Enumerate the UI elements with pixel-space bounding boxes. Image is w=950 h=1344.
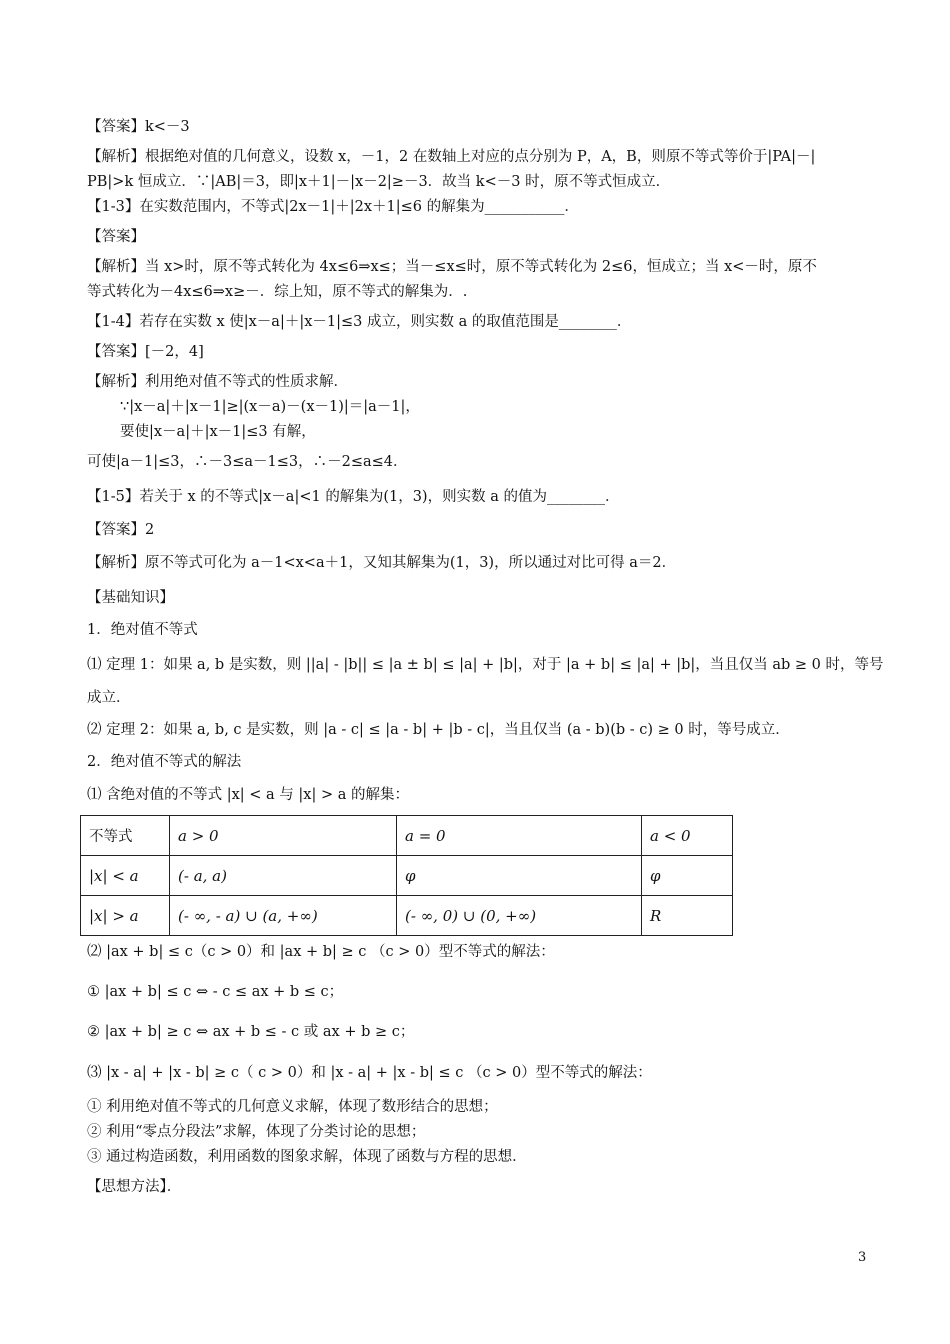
table-cell: (- a, a) <box>170 856 397 896</box>
answer-1-3: 【答案】 <box>87 229 145 245</box>
table-cell: R <box>642 896 733 936</box>
solution-set-table <box>80 815 733 936</box>
section-heading-methods: 【思想方法】． <box>87 1179 182 1195</box>
theorem-2: ⑵ 定理 2：如果 a, b, c 是实数，则 |a - c| ≤ |a - b| + |b - c|，当且仅当 (a - b)(b - c) ≥ 0 时，等号成立． <box>87 722 790 738</box>
answer-1-5: 【答案】2 <box>87 522 155 538</box>
analysis-1-3-line-2: 等式转化为－4x≤6⇒x≥－．综上知，原不等式的解集为．. <box>87 284 468 300</box>
table-cell: φ <box>642 856 733 896</box>
table-header-cell: 不等式 <box>81 816 170 856</box>
table-cell: φ <box>397 856 642 896</box>
method-2: ② 利用“零点分段法”求解，体现了分类讨论的思想； <box>87 1124 426 1140</box>
analysis-1-4-line-4: 可使|a－1|≤3，∴－3≤a－1≤3，∴－2≤a≤4． <box>87 454 408 470</box>
solving-2-case-2: ② |ax + b| ≥ c ⇔ ax + b ≤ - c 或 ax + b ≥ c； <box>87 1024 415 1040</box>
table-header-cell: a > 0 <box>170 816 397 856</box>
table-cell: (- ∞, 0) ∪ (0, +∞) <box>397 896 642 936</box>
section-heading-basics: 【基础知识】 <box>87 590 174 606</box>
question-1-4: 【1-4】若存在实数 x 使|x－a|＋|x－1|≤3 成立，则实数 a 的取值范围是________． <box>87 314 632 330</box>
solving-2-case-1: ① |ax + b| ≤ c ⇔ - c ≤ ax + b ≤ c； <box>87 984 344 1000</box>
theorem-1: ⑴ 定理 1：如果 a, b 是实数，则 ||a| - |b|| ≤ |a ± b| ≤ |a| + |b|，对于 |a + b| ≤ |a| + |b|，当且仅当 ab ≥ 0 时，等号 <box>87 657 884 673</box>
analysis-1-5: 【解析】原不等式可化为 a－1<x<a＋1，又知其解集为(1，3)，所以通过对比可得 a＝2． <box>87 555 677 571</box>
analysis-1-4-line-2: ∵|x－a|＋|x－1|≥|(x－a)－(x－1)|＝|a－1|， <box>120 399 420 415</box>
table-header-row <box>81 816 733 856</box>
analysis-1-4-line-3: 要使|x－a|＋|x－1|≤3 有解， <box>120 424 316 440</box>
subheading-abs-inequality: 1．绝对值不等式 <box>87 622 198 638</box>
table-cell: |x| < a <box>81 856 170 896</box>
table-cell: (- ∞, - a) ∪ (a, +∞) <box>170 896 397 936</box>
table-cell: |x| > a <box>81 896 170 936</box>
table-header-cell: a < 0 <box>642 816 733 856</box>
theorem-1-cont: 成立． <box>87 690 131 706</box>
solving-item-2: ⑵ |ax + b| ≤ c（c > 0）和 |ax + b| ≥ c （c > 0）型不等式的解法： <box>87 944 555 960</box>
analysis-1-4-line-1: 【解析】利用绝对值不等式的性质求解． <box>87 374 348 390</box>
answer-1-4: 【答案】[－2，4] <box>87 344 204 360</box>
analysis-line-1: 【解析】根据绝对值的几何意义，设数 x，－1，2 在数轴上对应的点分别为 P，A，B，则原不等式等价于|PA|－| <box>87 149 816 165</box>
analysis-1-3-line-1: 【解析】当 x>时，原不等式转化为 4x≤6⇒x≤；当－≤x≤时，原不等式转化为 2≤6，恒成立；当 x<－时，原不 <box>87 259 817 275</box>
solving-item-1: ⑴ 含绝对值的不等式 |x| < a 与 |x| > a 的解集： <box>87 787 409 803</box>
answer-line-k: 【答案】k<－3 <box>87 119 190 135</box>
question-1-3: 【1-3】在实数范围内，不等式|2x－1|＋|2x＋1|≤6 的解集为___________． <box>87 199 579 215</box>
table-row <box>81 896 733 936</box>
solving-item-3: ⑶ |x - a| + |x - b| ≥ c（ c > 0）和 |x - a| + |x - b| ≤ c （c > 0）型不等式的解法： <box>87 1065 652 1081</box>
table-header-cell: a = 0 <box>397 816 642 856</box>
question-1-5: 【1-5】若关于 x 的不等式|x－a|<1 的解集为(1，3)，则实数 a 的值为________． <box>87 489 620 505</box>
method-1: ① 利用绝对值不等式的几何意义求解，体现了数形结合的思想； <box>87 1099 498 1115</box>
subheading-solving: 2．绝对值不等式的解法 <box>87 754 242 770</box>
analysis-line-2: PB|>k 恒成立．∵|AB|＝3，即|x＋1|－|x－2|≥－3．故当 k<－3 时，原不等式恒成立． <box>87 174 671 190</box>
table-row <box>81 856 733 896</box>
page-number: 3 <box>858 1250 867 1265</box>
method-3: ③ 通过构造函数，利用函数的图象求解，体现了函数与方程的思想． <box>87 1149 527 1165</box>
